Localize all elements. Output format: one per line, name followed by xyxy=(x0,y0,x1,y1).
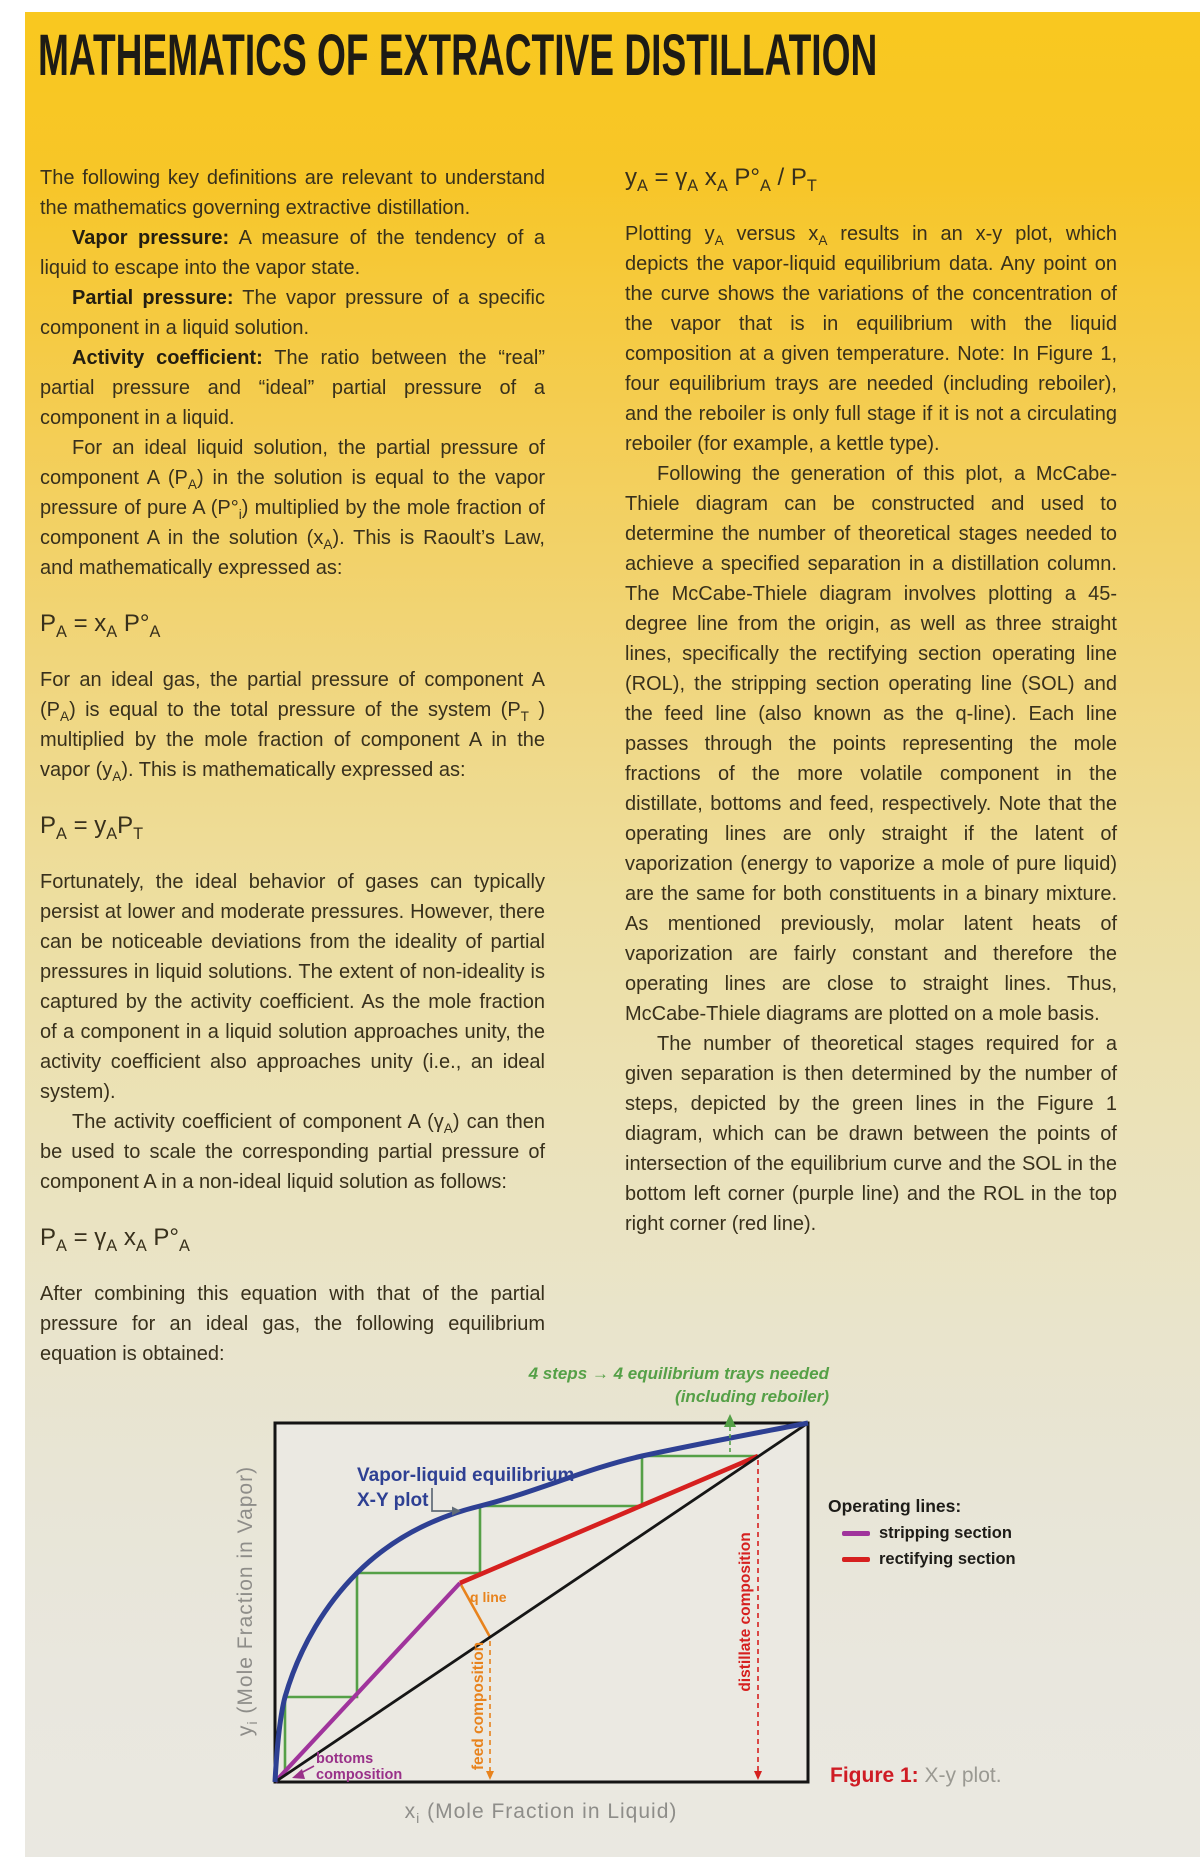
right-column xyxy=(625,163,1117,1239)
paragraph: Fortunately, the ideal behavior of gases can typically persist at lower and moderate pressures. However, there can be noticeable deviations from the ideality of partial pressures in liquid solutions. The extent of non-ideality is captured by the activity coefficient. As the mole fraction of a component in a liquid solution approaches unity, the activity coefficient also approaches unity (i.e., an ideal system). xyxy=(40,871,545,1103)
paragraph: Partial pressure: The vapor pressure of a specific component in a liquid solution. xyxy=(40,287,545,339)
paragraph: Plotting $y_A$ versus $x_A$ results in an x-y plot, which depicts the vapor-liquid equilibrium data. Any point on the curve shows the variations of the concentration of the vapor that is in equilibrium with the liquid composition at a given temperature. Note: In Figure 1, four equilibrium trays are needed (including reboiler), and the reboiler is only full stage if it is not a circulating reboiler (for example, a kettle type). xyxy=(625,223,1118,455)
figure-caption xyxy=(830,1764,1002,1788)
paragraph: Vapor pressure: A measure of the tendency of a liquid to escape into the vapor state. xyxy=(40,227,545,279)
y-axis-label: $y_i$ (Mole Fraction in Vapor) xyxy=(234,1465,262,1737)
bottoms-composition-label: bottoms composition xyxy=(316,1751,403,1783)
equation: $P_A = y_AP_T$ xyxy=(40,812,144,843)
equilibrium-curve-label: Vapor-liquid equilibrium X-Y plot xyxy=(357,1465,575,1511)
figure-caption-label: Figure 1: xyxy=(830,1764,919,1787)
page-title: MATHEMATICS OF EXTRACTIVE DISTILLATION xyxy=(38,23,878,88)
xy-plot-canvas xyxy=(0,1350,1200,1857)
paragraph: After combining this equation with that of the partial pressure for an ideal gas, the following equilibrium equation is obtained: xyxy=(40,1283,545,1365)
legend-swatch-icon xyxy=(842,1557,870,1562)
paragraph: Activity coefficient: The ratio between the “real” partial pressure and “ideal” partial pressure of a component in a liquid. xyxy=(40,347,545,429)
legend-item-label: rectifying section xyxy=(879,1550,1016,1568)
legend xyxy=(828,1496,1016,1576)
equation: $P_A = x_A$ $P^\circ_A$ xyxy=(40,610,161,641)
figure-caption-text: X-y plot. xyxy=(918,1764,1002,1787)
legend-title: Operating lines: xyxy=(828,1496,962,1516)
distillate-composition-label: distillate composition xyxy=(737,1532,754,1692)
paragraph: The number of theoretical stages required for a given separation is then determined by the number of steps, depicted by the green lines in the Figure 1 diagram, which can be drawn between the points of intersection of the equilibrium curve and the SOL in the bottom left corner (purple line) and the ROL in the top right corner (red line). xyxy=(625,1033,1117,1235)
paragraph: For an ideal gas, the partial pressure of component A $(P_A)$ is equal to the total pressure of the system ($P_T$ ) multiplied by the mole fraction of component A in the vapor $(y_A)$. This is mathematically expressed as: xyxy=(40,669,546,784)
legend-swatch-icon xyxy=(842,1531,870,1536)
steps-annotation xyxy=(529,1362,829,1408)
annotation-arrow-icon xyxy=(724,1414,736,1427)
legend-item xyxy=(842,1524,1016,1543)
equation: $P_A = \gamma_A$ $x_A$ $P^\circ_A$ xyxy=(40,1224,190,1255)
legend-item-label: stripping section xyxy=(879,1524,1012,1542)
paragraph: The activity coefficient of component A $(\gamma_A)$ can then be used to scale the corresponding partial pressure of component A in a non-ideal liquid solution as follows: xyxy=(40,1111,545,1193)
paragraph: Following the generation of this plot, a McCabe-Thiele diagram can be constructed and used to determine the number of theoretical stages needed to achieve a specified separation in a distillation column. The McCabe-Thiele diagram involves plotting a 45-degree line from the origin, as well as three straight lines, specifically the rectifying section operating line (ROL), the stripping section operating line (SOL) and the feed line (also known as the q-line). Each line passes through the points representing the mole fractions of the more volatile component in the distillate, bottoms and feed, respectively. Note that the operating lines are only straight if the latent of vaporization (energy to vaporize a mole of pure liquid) are the same for both constituents in a binary mixture. As mentioned previously, molar latent heats of vaporization are fairly constant and therefore the operating lines are close to straight lines. Thus, McCabe-Thiele diagrams are plotted on a mole basis. xyxy=(625,463,1117,1025)
paragraph: The following key definitions are relevant to understand the mathematics governing extractive distillation. xyxy=(40,167,545,219)
q-line-label: q line xyxy=(470,1589,507,1605)
equation: $y_A = \gamma_A$ $x_A$ $P^\circ_A / P_T$ xyxy=(625,164,817,195)
paragraph: For an ideal liquid solution, the partial pressure of component A $(P_A)$ in the solution is equal to the vapor pressure of pure A $(P^\circ_i)$ multiplied by the mole fraction of component A in the solution $(x_A)$. This is Raoult’s Law, and mathematically expressed as: xyxy=(40,437,546,579)
steps-annotation-line2: (including reboiler) xyxy=(675,1387,829,1406)
feed-composition-label: feed composition xyxy=(470,1641,487,1771)
legend-item xyxy=(842,1550,1016,1569)
steps-annotation-line1: 4 steps → 4 equilibrium trays needed xyxy=(528,1364,829,1383)
x-axis-label: $x_i$ (Mole Fraction in Liquid) xyxy=(404,1800,678,1828)
left-column xyxy=(40,163,545,1369)
legend-items xyxy=(828,1524,1016,1569)
